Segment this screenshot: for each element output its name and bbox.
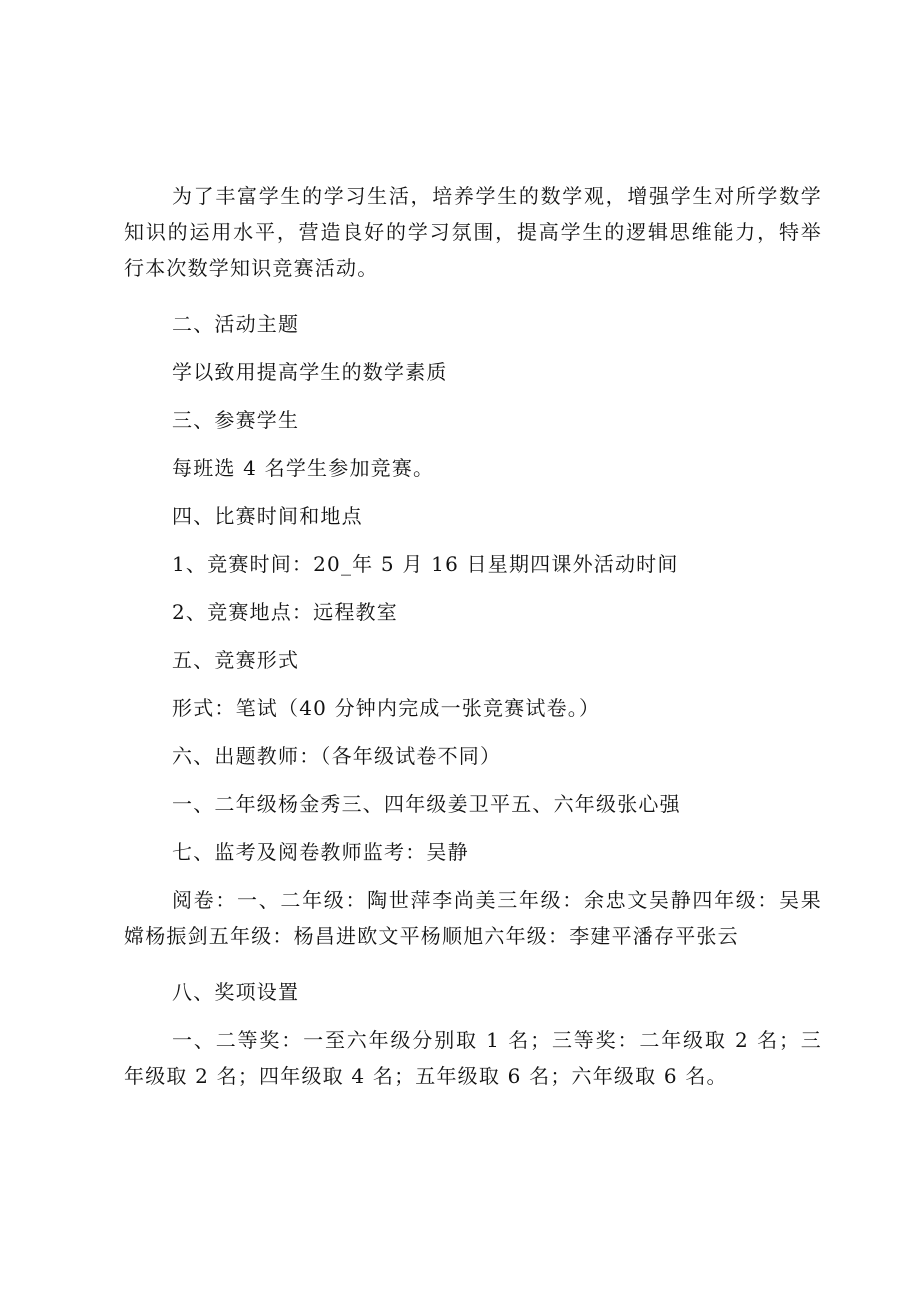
section-3-body: 每班选 4 名学生参加竞赛。 — [172, 456, 435, 480]
section-7-heading: 七、监考及阅卷教师监考：吴静 — [172, 840, 469, 864]
section-5-heading: 五、竞赛形式 — [172, 648, 300, 672]
section-2-body: 学以致用提高学生的数学素质 — [172, 360, 448, 384]
document-body — [124, 178, 822, 1114]
section-4-heading: 四、比赛时间和地点 — [172, 504, 363, 528]
section-4-time: 1、竞赛时间：20_年 5 月 16 日星期四课外活动时间 — [172, 552, 679, 576]
section-4-place: 2、竞赛地点：远程教室 — [172, 600, 398, 624]
intro-paragraph: 为了丰富学生的学习生活，培养学生的数学观，增强学生对所学数学知识的运用水平，营造良好的学习氛围，提高学生的逻辑思维能力，特举行本次数学知识竞赛活动。 — [124, 184, 822, 280]
section-8-body: 一、二等奖：一至六年级分别取 1 名；三等奖：二年级取 2 名；三年级取 2 名；四年级取 4 名；五年级取 6 名；六年级取 6 名。 — [124, 1028, 822, 1088]
section-8-heading: 八、奖项设置 — [172, 980, 300, 1004]
section-6-body: 一、二年级杨金秀三、四年级姜卫平五、六年级张心强 — [172, 792, 681, 816]
section-7-body: 阅卷：一、二年级：陶世萍李尚美三年级：余忠文吴静四年级：吴果嫦杨振剑五年级：杨昌进欧文平杨顺旭六年级：李建平潘存平张云 — [124, 888, 822, 948]
section-5-body: 形式：笔试（40 分钟内完成一张竞赛试卷。） — [172, 696, 601, 720]
section-3-heading: 三、参赛学生 — [172, 408, 300, 432]
section-6-heading: 六、出题教师：（各年级试卷不同） — [172, 744, 502, 768]
section-2-heading: 二、活动主题 — [172, 312, 300, 336]
